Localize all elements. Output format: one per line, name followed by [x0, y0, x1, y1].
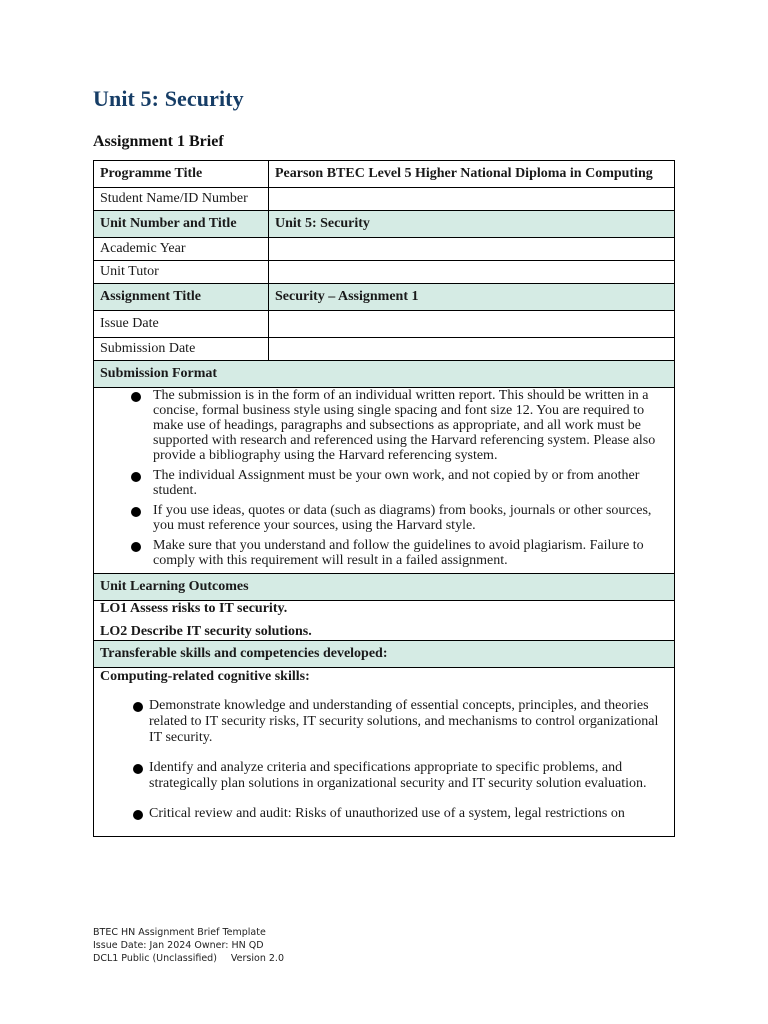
list-item [132, 760, 668, 792]
programme-title-value: Pearson BTEC Level 5 Higher National Diploma in Computing [269, 161, 675, 188]
unit-number-label: Unit Number and Title [94, 211, 269, 238]
submission-format-heading: Submission Format [94, 361, 675, 388]
bullet-text: Critical review and audit: Risks of unauthorized use of a system, legal restrictions on [149, 806, 625, 821]
footer-issue-info: Issue Date: Jan 2024 Owner: HN QD [93, 940, 264, 951]
academic-year-label: Academic Year [94, 238, 269, 261]
cognitive-skills-list [100, 698, 668, 822]
brief-subtitle: Assignment 1 Brief [93, 133, 224, 150]
assignment-title-label: Assignment Title [94, 284, 269, 311]
page-title: Unit 5: Security [93, 86, 244, 111]
row-student-name [94, 188, 675, 211]
footer-classification-line [93, 952, 284, 965]
row-academic-year [94, 238, 675, 261]
student-name-label: Student Name/ID Number [94, 188, 269, 211]
row-submission-date [94, 338, 675, 361]
submission-date-label: Submission Date [94, 338, 269, 361]
footer-classification: DCL1 Public (Unclassified) [93, 953, 217, 964]
bullet-text: Demonstrate knowledge and understanding of essential concepts, principles, and theories related to IT security risks, IT security solutions, and mechanisms to control organizational IT security. [149, 698, 659, 745]
row-assignment-title [94, 284, 675, 311]
issue-date-label: Issue Date [94, 311, 269, 338]
submission-format-cell [94, 388, 675, 574]
row-submission-format-heading [94, 361, 675, 388]
learning-outcomes-cell [94, 601, 675, 641]
bullet-icon [131, 392, 141, 402]
assignment-title-value: Security – Assignment 1 [269, 284, 675, 311]
learning-outcome-1: LO1 Assess risks to IT security. [100, 601, 288, 616]
bullet-icon [133, 702, 143, 712]
issue-date-field[interactable] [269, 311, 675, 338]
row-learning-outcomes-body [94, 601, 675, 641]
list-item [132, 806, 668, 822]
bullet-text: The submission is in the form of an individual written report. This should be written in a concise, formal business style using single spacing and font size 12. You are required to make use of headings, paragraphs and subsections as appropriate, and all work must be supported with research and referenced using the Harvard referencing system. Please also provide a bibliography using the Harvard referencing system. [153, 388, 656, 463]
programme-title-label: Programme Title [94, 161, 269, 188]
footer-template-name: BTEC HN Assignment Brief Template [93, 927, 266, 938]
bullet-icon [131, 542, 141, 552]
bullet-icon [131, 507, 141, 517]
row-transferable-skills-heading [94, 641, 675, 668]
unit-tutor-label: Unit Tutor [94, 261, 269, 284]
list-item [125, 538, 668, 568]
assignment-brief-table [93, 160, 675, 837]
unit-tutor-field[interactable] [269, 261, 675, 284]
footer-version: Version 2.0 [230, 953, 284, 964]
learning-outcomes-heading: Unit Learning Outcomes [94, 574, 675, 601]
row-submission-format-body [94, 388, 675, 574]
unit-number-value: Unit 5: Security [269, 211, 675, 238]
submission-format-list [100, 388, 668, 568]
transferable-skills-heading: Transferable skills and competencies developed: [94, 641, 675, 668]
bullet-text: If you use ideas, quotes or data (such as diagrams) from books, journals or other sources, you must reference your sources, using the Harvard style. [153, 503, 652, 533]
bullet-text: Make sure that you understand and follow the guidelines to avoid plagiarism. Failure to comply with this requirement will result in a failed assignment. [153, 538, 644, 568]
row-unit-number [94, 211, 675, 238]
bullet-icon [131, 472, 141, 482]
row-learning-outcomes-heading [94, 574, 675, 601]
list-item [125, 388, 668, 463]
student-name-field[interactable] [269, 188, 675, 211]
list-item [125, 503, 668, 533]
bullet-icon [133, 810, 143, 820]
bullet-icon [133, 764, 143, 774]
learning-outcome-2: LO2 Describe IT security solutions. [100, 624, 312, 639]
list-item [132, 698, 668, 746]
page-footer [93, 926, 284, 965]
academic-year-field[interactable] [269, 238, 675, 261]
row-unit-tutor [94, 261, 675, 284]
list-item [125, 468, 668, 498]
submission-date-field[interactable] [269, 338, 675, 361]
row-issue-date [94, 311, 675, 338]
bullet-text: The individual Assignment must be your own work, and not copied by or from another student. [153, 468, 640, 498]
transferable-skills-cell [94, 668, 675, 837]
row-transferable-skills-body [94, 668, 675, 837]
cognitive-skills-heading: Computing-related cognitive skills: [100, 669, 310, 684]
bullet-text: Identify and analyze criteria and specifications appropriate to specific problems, and strategically plan solutions in organizational security and IT security solution evaluation. [149, 760, 647, 791]
row-programme-title [94, 161, 675, 188]
